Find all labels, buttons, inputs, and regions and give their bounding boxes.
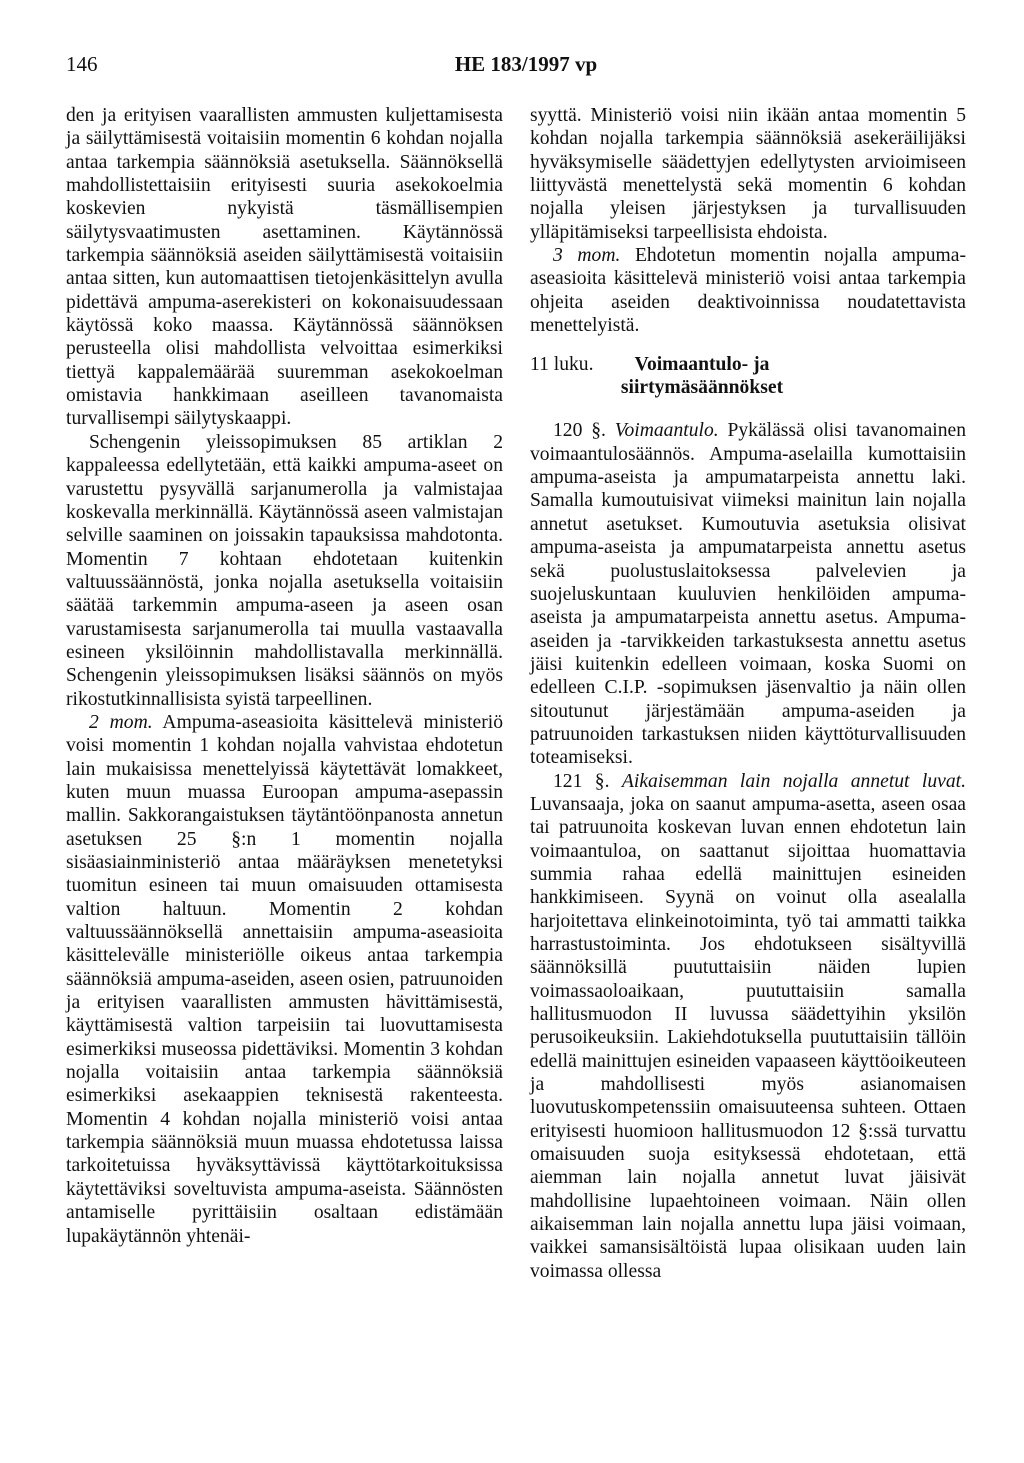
section-120 [530, 419, 966, 769]
paragraph: syyttä. Ministeriö voisi niin ikään antaa momentin 5 kohdan nojalla tarkempia säännöksiä asekeräilijäksi hyväksymiselle säädettyjen edellytysten arvioimiseen liittyvästä menettelystä sekä momentin 6 kohdan nojalla yleisen järjestyksen ja turvallisuuden ylläpitämiseksi tarpeellisista ehdoista. [530, 105, 966, 243]
paragraph-text: Ampuma-aseasioita käsittelevä ministeriö voisi momentin 1 kohdan nojalla vahvistaa ehdotetun lain mukaisissa menettelyissä käytettävät lomakkeet, kuten muun muassa Euroopan ampuma-asepassin mallin. Sakkorangaistuksen täytäntöönpanosta annetun asetuksen 25 §:n 1 momentin nojalla sisäasiainministeriö antaa määräyksen menetetyksi tuomitun esineen tai muun omaisuuden ottamisesta valtion haltuun. Momentin 2 kohdan valtuussäännöksellä annettaisiin ampuma-aseasioita käsittelevälle ministeriölle oikeus antaa tarkempia säännöksiä ampuma-aseiden, aseen osien, patruunoiden ja erityisen vaarallisten ammusten hävittämisestä, käyttämisestä valtion tarpeisiin tai luovuttamisesta esimerkiksi museossa pidettäviksi. Momentin 3 kohdan nojalla voitaisiin antaa tarkempia säännöksiä esimerkiksi asekaappien teknisestä rakenteesta. Momentin 4 kohdan nojalla ministeriö voisi antaa tarkempia säännöksiä muun muassa ehdotetussa laissa tarkoitetuissa hyväksyttävissä käyttötarkoituksissa käytettäviksi soveltuvista ampuma-aseista. Säännösten antamiselle pyrittäisiin osaltaan edistämään lupakäytännön yhtenäi- [66, 711, 503, 1247]
section-title: Aikaisemman lain nojalla annetut luvat. [621, 770, 966, 792]
paragraph-label: 3 mom. [553, 245, 621, 267]
right-column [530, 104, 966, 1283]
chapter-number: 11 luku. [530, 354, 594, 376]
section-number: 120 §. [553, 420, 606, 442]
page-number: 146 [66, 52, 98, 76]
section-text: Luvansaaja, joka on saanut ampuma-asetta, aseen osaa tai patruunoita koskevan luvan ennen ehdotetun lain voimaantuloa, on saattanut sijoittaa huomattavia summia rahaa edellä mainittujen esineiden hankkimiseen. Syynä on voinut olla asealalla harjoitettava elinkeinotoiminta, työ tai ammatti taikka harrastustoiminta. Jos ehdotukseen sisältyvillä säännöksillä puututtaisiin näiden lupien voimassaoloaikaan, puututtaisiin samalla hallitusmuodon II luvussa säädettyihin yksilön perusoikeuksiin. Lakiehdotuksella puututtaisiin tällöin edellä mainittujen esineiden vapaaseen käyttöoikeuteen ja mahdollisesti myös asianomaisen luovutuskompetenssiin omaisuuteensa suhteen. Ottaen erityisesti huomioon hallitusmuodon 12 §:ssä turvattu omaisuuden suoja esityksessä ehdotetaan, että aiemman lain nojalla annetut luvat jäisivät mahdollisine lupaehtoineen voimaan. Näin ollen aikaisemman lain nojalla annettu lupa jäisi voimaan, vaikkei samansisältöistä lupaa olisikaan uuden lain voimassa ollessa [530, 793, 966, 1282]
paragraph: Schengenin yleissopimuksen 85 artiklan 2 kappaleessa edellytetään, että kaikki ampuma-aseet on varustettu pysyvällä sarjanumerolla ja valmistajaa koskevalla merkinnällä. Käytännössä aseen valmistajan selville saaminen on joissakin tapauksissa mahdotonta. Momentin 7 kohtaan ehdotetaan kuitenkin valtuussäännöstä, jonka nojalla asetuksella voitaisiin säätää tarkemmin ampuma-aseen ja aseen osan varustamisesta sarjanumerolla tai muulla vastaavalla esineen yksilöinnin mahdollistavalla merkinnällä. Schengenin yleissopimuksen lisäksi säännös on myös rikostutkinnallisista syistä tarpeellinen. [66, 431, 503, 710]
page-header [66, 52, 966, 82]
chapter-title: Voimaantulo- ja siirtymäsäännökset [620, 354, 784, 399]
section-121 [530, 770, 966, 1284]
paragraph-text: Ehdotetun momentin nojalla ampuma-aseasioita käsittelevä ministeriö voisi antaa tarkempia ohjeita aseiden deaktivoinnissa noudatettavista menettelyistä. [530, 245, 966, 337]
document-id: HE 183/1997 vp [454, 52, 598, 76]
section-text: Pykälässä olisi tavanomainen voimaantulosäännös. Ampuma-aselailla kumottaisiin ampuma-aseista ja ampumatarpeista annettu laki. Samalla kumoutuisivat viimeksi mainitun lain nojalla annetut asetukset. Kumoutuvia asetuksia olisivat ampuma-aseista ja ampumatarpeista annettu asetus sekä puolustuslaitoksessa palvelevien ja suojeluskuntaan kuuluvien henkilöiden ampuma-aseista ja ampumatarpeista annettu asetus. Ampuma-aseiden ja -tarvikkeiden tarkastuksesta annettu asetus jäisi kuitenkin edelleen voimaan, koska Suomi on edelleen C.I.P. -sopimuksen jäsenvaltio ja näin ollen sitoutunut järjestämään ampuma-aseiden ja patruunoiden tarkastuksen niiden käyttöturvallisuuden toteamiseksi. [530, 420, 967, 769]
paragraph-3-mom [530, 244, 966, 337]
paragraph: den ja erityisen vaarallisten ammusten kuljettamisesta ja säilyttämisestä voitaisiin momentin 6 kohdan nojalla antaa tarkempia säännöksiä asetuksella. Säännöksellä mahdollistettaisiin erityisesti suuria asekokoelmia koskevien nykyistä täsmällisempien säilytysvaatimusten asettaminen. Käytännössä tarkempia säännöksiä aseiden säilyttämisestä voitaisiin antaa sitten, kun automaattisen tietojenkäsittelyn avulla pidettävä ampuma-aserekisteri on kokonaisuudessaan käytössä koko maassa. Käytännössä säännöksen perusteella olisi mahdollista velvoittaa esimerkiksi tiettyä kappalemäärää suuremman asekokoelman omistavia hankkimaan aseilleen tavanomaista turvallisempi säilytyskaappi. [66, 105, 503, 430]
section-title: Voimaantulo. [614, 420, 719, 442]
paragraph-label: 2 mom. [89, 711, 153, 733]
chapter-heading [530, 353, 966, 399]
section-number: 121 §. [553, 770, 610, 792]
paragraph-2-mom [66, 711, 503, 1248]
left-column [66, 104, 503, 1248]
